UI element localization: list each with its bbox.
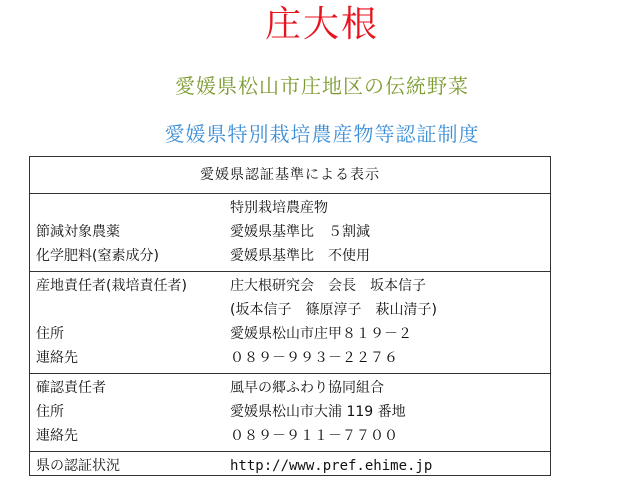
table-row — [30, 196, 550, 220]
table-row — [30, 322, 550, 346]
row-value: (坂本信子 篠原淳子 萩山清子) — [230, 302, 437, 318]
section-verifier — [30, 374, 550, 452]
table-row — [30, 376, 550, 400]
table-header: 愛媛県認証基準による表示 — [30, 157, 550, 194]
row-label: 連絡先 — [36, 428, 78, 444]
page-subtitle: 愛媛県松山市庄地区の伝統野菜 — [175, 74, 469, 98]
row-value: 風早の郷ふわり協同組合 — [230, 380, 384, 396]
row-value: ０８９－９９３－２２７６ — [230, 350, 398, 366]
table-row — [30, 220, 550, 244]
row-label: 連絡先 — [36, 350, 78, 366]
row-label — [30, 298, 230, 322]
table-row — [30, 274, 550, 298]
row-label: 県の認証状況 — [36, 458, 120, 474]
certification-url-link[interactable]: http://www.pref.ehime.jp — [230, 458, 433, 474]
row-label: 確認責任者 — [36, 380, 106, 396]
row-label: 節減対象農薬 — [36, 224, 120, 240]
table-row — [30, 400, 550, 424]
row-label: 化学肥料(窒素成分) — [36, 248, 159, 264]
certification-table — [29, 156, 551, 476]
row-label: 住所 — [36, 404, 64, 420]
table-row — [30, 454, 550, 478]
table-row — [30, 298, 550, 322]
row-label — [30, 196, 230, 220]
table-row — [30, 244, 550, 268]
row-label: 住所 — [36, 326, 64, 342]
row-value: 庄大根研究会 会長 坂本信子 — [230, 278, 426, 294]
certification-title: 愛媛県特別栽培農産物等認証制度 — [164, 122, 480, 146]
row-label: 産地責任者(栽培責任者) — [36, 278, 187, 294]
row-value: 愛媛県松山市庄甲８１９－２ — [230, 326, 412, 342]
section-producer — [30, 272, 550, 374]
row-value: 愛媛県基準比 不使用 — [230, 248, 370, 264]
row-value: ０８９－９１１－７７００ — [230, 428, 398, 444]
section-certification-status — [30, 452, 550, 481]
row-value: 愛媛県松山市大浦 119 番地 — [230, 404, 406, 420]
row-value: 特別栽培農産物 — [230, 200, 328, 216]
table-row — [30, 346, 550, 370]
table-row — [30, 424, 550, 448]
section-cultivation — [30, 194, 550, 272]
row-value: 愛媛県基準比 ５割減 — [230, 224, 370, 240]
page-title: 庄大根 — [264, 4, 379, 45]
